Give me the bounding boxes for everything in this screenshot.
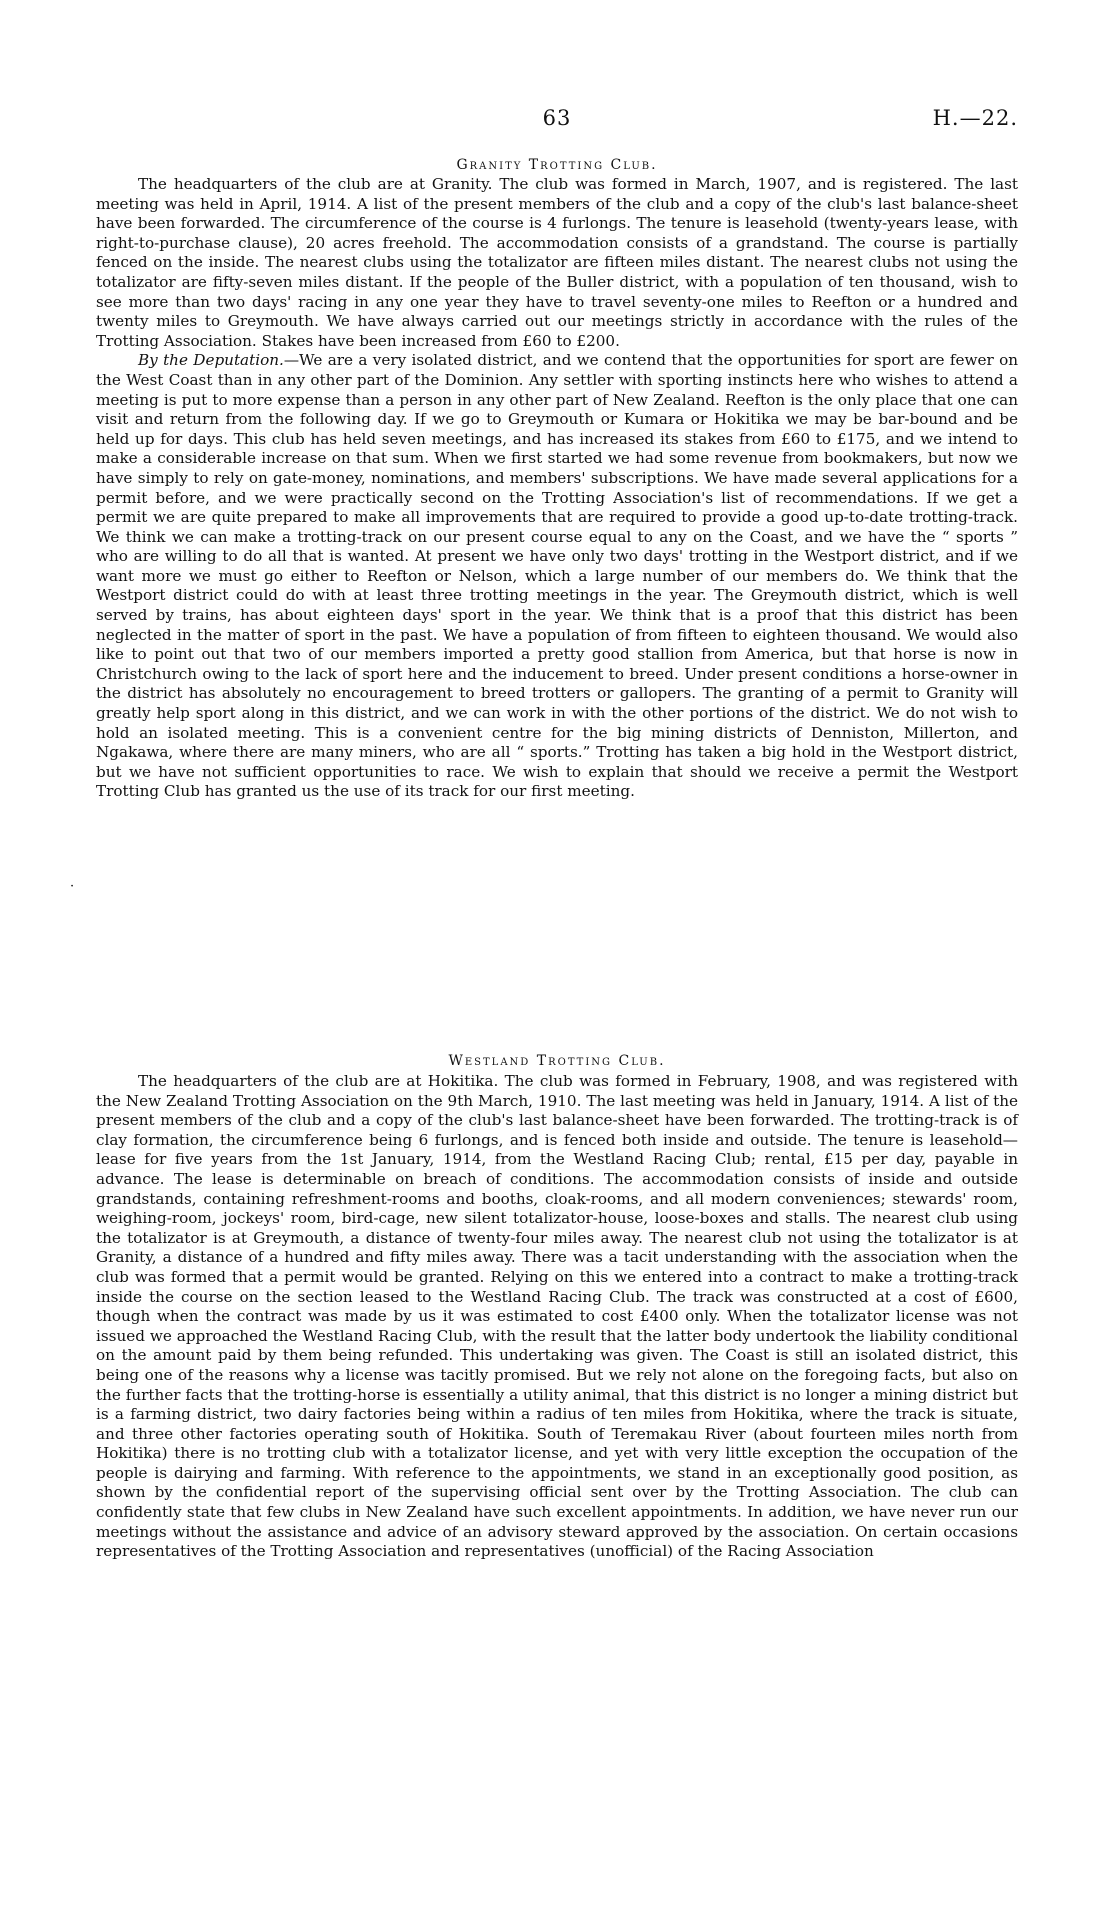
paragraph-granity-deputation xyxy=(96,351,1018,802)
deputation-text: —We are a very isolated district, and we contend that the opportunities for sport are fewer on the West Coast than in any other part of the Dominion. Any settler with sporting instincts here who wishes to attend a meeting is put to more expense than a person in any other part of New Zealand. Reefton is the only place that one can visit and return from the following day. If we go to Greymouth or Kumara or Hokitika we may be bar-bound and be held up for days. This club has held seven meetings, and has increased its stakes from £60 to £175, and we intend to make a considerable increase on that sum. When we first started we had some revenue from bookmakers, but now we have simply to rely on gate-money, nominations, and members' subscriptions. We have made several applications for a permit before, and we were practically second on the Trotting Association's list of recommendations. If we get a permit we are quite prepared to make all improvements that are required to provide a good up-to-date trotting-track. We think we can make a trotting-track on our present course equal to any on the Coast, and we have the “ sports ” who are willing to do all that is wanted. At present we have only two days' trotting in the Westport district, and if we want more we must go either to Reefton or Nelson, which a large number of our members do. We think that the Westport district could do with at least three trotting meetings in the year. The Greymouth district, which is well served by trains, has about eighteen days' sport in the year. We think that is a proof that this district has been neglected in the matter of sport in the past. We have a population of from fifteen to eighteen thousand. We would also like to point out that two of our members imported a pretty good stallion from America, but that horse is now in Christchurch owing to the lack of sport here and the inducement to breed. Under present conditions a horse-owner in the district has absolutely no encouragement to breed trotters or gallopers. The granting of a permit to Granity will greatly help sport along in this district, and we can work in with the other portions of the district. We do not wish to hold an isolated meeting. This is a convenient centre for the big mining districts of Denniston, Millerton, and Ngakawa, where there are many miners, who are all “ sports.” Trotting has taken a big hold in the Westport district, but we have not sufficient opportunities to race. We wish to explain that should we receive a permit the Westport Trotting Club has granted us the use of its track for our first meeting. xyxy=(96,351,1019,801)
deputation-speaker: By the Deputation. xyxy=(138,351,284,370)
margin-mark: · xyxy=(70,879,75,894)
document-reference: H.—22. xyxy=(932,106,1018,130)
paragraph-westland-description: The headquarters of the club are at Hokitika. The club was formed in February, 1908, and was registered with the New Zealand Trotting Association on the 9th March, 1910. The last meeting was held in January, 1914. A list of the present members of the club and a copy of the club's last balance-sheet have been forwarded. The trotting-track is of clay formation, the circumference being 6 furlongs, and is fenced both inside and outside. The tenure is leasehold—lease for five years from the 1st January, 1914, from the Westland Racing Club; rental, £15 per day, payable in advance. The lease is determinable on breach of conditions. The accommodation consists of inside and outside grandstands, containing refreshment-rooms and booths, cloak-rooms, and all modern conveniences; stewards' room, weighing-room, jockeys' room, bird-cage, new silent totalizator-house, loose-boxes and stalls. The nearest club using the totalizator is at Greymouth, a distance of twenty-four miles away. The nearest club not using the totalizator is at Granity, a distance of a hundred and fifty miles away. There was a tacit understanding with the association when the club was formed that a permit would be granted. Relying on this we entered into a contract to make a trotting-track inside the course on the section leased to the Westland Racing Club. The track was constructed at a cost of £600, though when the contract was made by us it was estimated to cost £400 only. When the totalizator license was not issued we approached the Westland Racing Club, with the result that the latter body undertook the liability conditional on the amount paid by them being refunded. This undertaking was given. The Coast is still an isolated district, this being one of the reasons why a license was tacitly promised. But we rely not alone on the foregoing facts, but also on the further facts that the trotting-horse is essentially a utility animal, that this district is no longer a mining district but is a farming district, two dairy factories being within a radius of ten miles from Hokitika, where the track is situate, and three other factories operating south of Hokitika. South of Teremakau River (about fourteen miles north from Hokitika) there is no trotting club with a totalizator license, and yet with very little exception the occupation of the people is dairying and farming. With reference to the appointments, we stand in an exceptionally good position, as shown by the confidential report of the supervising official sent over by the Trotting Association. The club can confidently state that few clubs in New Zealand have such excellent appointments. In addition, we have never run our meetings without the assistance and advice of an advisory steward approved by the association. On certain occasions representatives of the Trotting Association and representatives (unofficial) of the Racing Association xyxy=(96,1072,1018,1561)
section-title-westland: Westland Trotting Club. xyxy=(448,1053,666,1069)
section-body-westland xyxy=(96,1072,1018,1562)
page-header xyxy=(96,106,1018,136)
section-title-granity: Granity Trotting Club. xyxy=(456,157,658,173)
paragraph-granity-description: The headquarters of the club are at Granity. The club was formed in March, 1907, and is registered. The last meeting was held in April, 1914. A list of the present members of the club and a copy of the club's last balance-sheet have been forwarded. The circumference of the course is 4 furlongs. The tenure is leasehold (twenty-years lease, with right-to-purchase clause), 20 acres freehold. The accommodation consists of a grandstand. The course is partially fenced on the inside. The nearest clubs using the totalizator are fifteen miles distant. The nearest clubs not using the totalizator are fifty-seven miles distant. If the people of the Buller district, with a population of ten thousand, wish to see more than two days' racing in any one year they have to travel seventy-one miles to Reefton or a hundred and twenty miles to Greymouth. We have always carried out our meetings strictly in accordance with the rules of the Trotting Association. Stakes have been increased from £60 to £200. xyxy=(96,175,1018,350)
page-number: 63 xyxy=(542,106,572,130)
section-body-granity xyxy=(96,175,1018,802)
